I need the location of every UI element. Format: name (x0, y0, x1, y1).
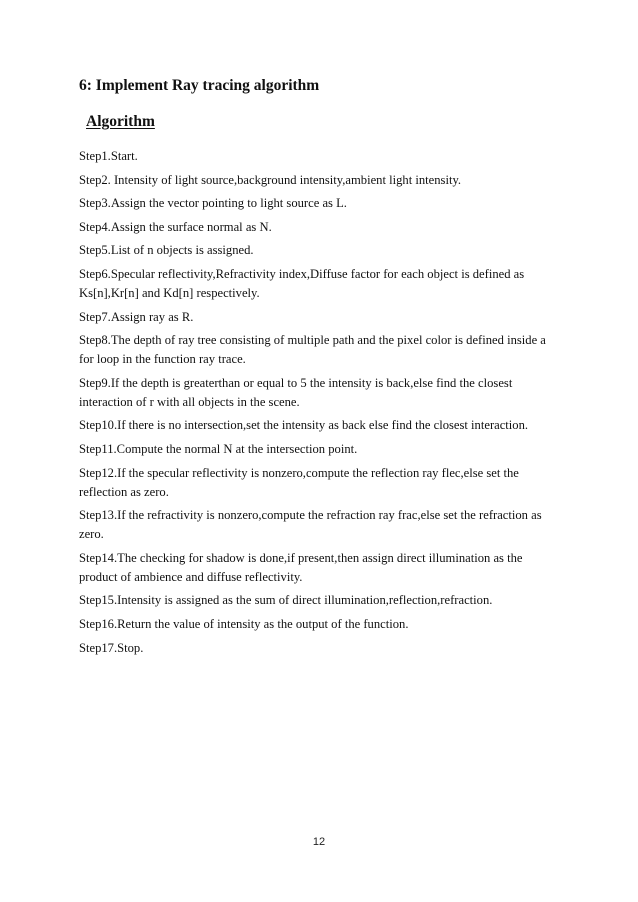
step-text-line: Step4.Assign the surface normal as N. (79, 219, 272, 234)
step-text-line: Step14.The checking for shadow is done,if present,then assign direct illumination as the (79, 550, 523, 565)
page-title: 6: Implement Ray tracing algorithm (79, 77, 320, 94)
step-text-line: Step6.Specular reflectivity,Refractivity index,Diffuse factor for each object is defined as (79, 266, 525, 281)
step-text-line: Step8.The depth of ray tree consisting of multiple path and the pixel color is defined inside a (79, 333, 546, 348)
algorithm-step (79, 615, 564, 634)
algorithm-step (79, 440, 564, 459)
step-text-line: Step2. Intensity of light source,background intensity,ambient light intensity. (79, 172, 462, 187)
step-text-line: Step11.Compute the normal N at the intersection point. (79, 441, 358, 456)
algorithm-step (79, 549, 564, 587)
step-text-line: Step17.Stop. (79, 640, 144, 655)
algorithm-step (79, 241, 564, 260)
step-text-line: Ks[n],Kr[n] and Kd[n] respectively. (79, 285, 260, 300)
step-text-line: zero. (79, 527, 104, 542)
algorithm-step (79, 374, 564, 412)
step-text-line: Step7.Assign ray as R. (79, 309, 194, 324)
algorithm-step (79, 506, 564, 544)
step-text-line: Step3.Assign the vector pointing to light source as L. (79, 196, 347, 211)
step-text-line: Step5.List of n objects is assigned. (79, 243, 254, 258)
algorithm-step (79, 331, 564, 369)
algorithm-step (79, 639, 564, 658)
step-text-line: interaction of r with all objects in the scene. (79, 394, 300, 409)
page-number: 12 (312, 836, 326, 848)
algorithm-step (79, 416, 564, 435)
step-text-line: Step16.Return the value of intensity as the output of the function. (79, 616, 409, 631)
algorithm-step (79, 218, 564, 237)
section-heading-algorithm: Algorithm (86, 113, 155, 130)
step-text-line: reflection as zero. (79, 484, 169, 499)
algorithm-step (79, 171, 564, 190)
step-text-line: Step1.Start. (79, 149, 138, 163)
algorithm-steps-list (79, 147, 564, 662)
step-text-line: Step15.Intensity is assigned as the sum of direct illumination,reflection,refraction. (79, 593, 493, 608)
algorithm-step (79, 194, 564, 213)
algorithm-step (79, 265, 564, 303)
algorithm-step (79, 591, 564, 610)
step-text-line: Step9.If the depth is greaterthan or equal to 5 the intensity is back,else find the closest (79, 375, 513, 390)
step-text-line: for loop in the function ray trace. (79, 352, 246, 367)
step-text-line: Step10.If there is no intersection,set the intensity as back else find the closest interaction. (79, 418, 529, 433)
step-text-line: Step13.If the refractivity is nonzero,compute the refraction ray frac,else set the refraction as (79, 508, 542, 523)
algorithm-step (79, 464, 564, 502)
algorithm-step (79, 308, 564, 327)
step-text-line: Step12.If the specular reflectivity is nonzero,compute the reflection ray flec,else set the (79, 465, 519, 480)
algorithm-step (79, 147, 564, 166)
step-text-line: product of ambience and diffuse reflectivity. (79, 569, 303, 584)
